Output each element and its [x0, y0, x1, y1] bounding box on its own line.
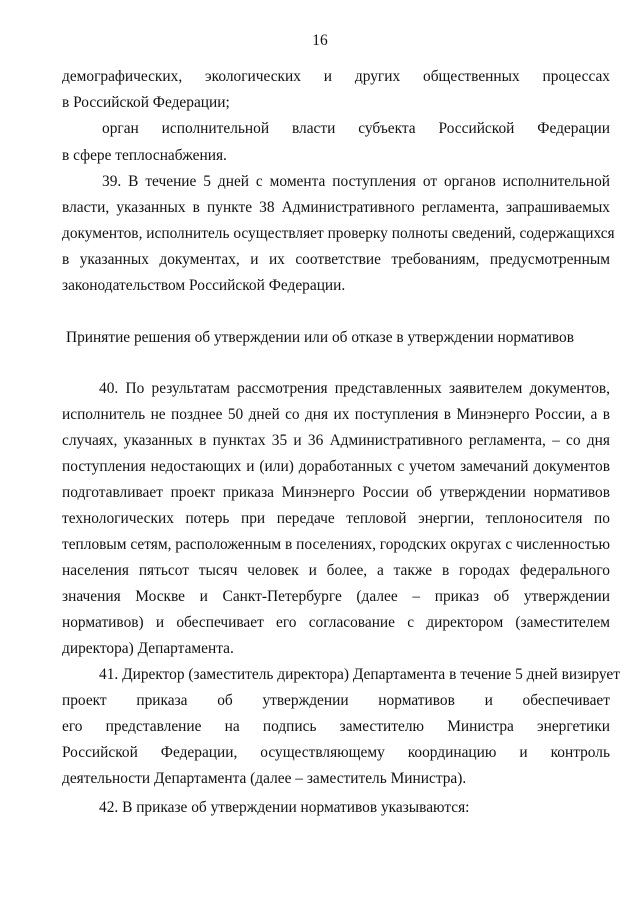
text-line: случаях, указанных в пунктах 35 и 36 Административного регламента, – со дня — [62, 432, 610, 449]
page-number: 16 — [312, 32, 328, 49]
text-line: в Российской Федерации; — [62, 94, 230, 111]
text-line: демографических, экологических и других общественных процессах — [62, 68, 610, 85]
text-line: власти, указанных в пункте 38 Административного регламента, запрашиваемых — [62, 199, 610, 216]
text-line: деятельности Департамента (далее – заместитель Министра). — [62, 770, 467, 787]
text-line: в сфере теплоснабжения. — [62, 147, 227, 164]
paragraph-40-start: 40. По результатам рассмотрения представленных заявителем документов, — [99, 380, 610, 397]
paragraph-39-start: 39. В течение 5 дней с момента поступления от органов исполнительной — [102, 173, 610, 190]
text-line: документов, исполнитель осуществляет проверку полноты сведений, содержащихся — [62, 225, 615, 242]
paragraph-42-start: 42. В приказе об утверждении нормативов указываются: — [99, 799, 470, 816]
paragraph-41-start: 41. Директор (заместитель директора) Департамента в течение 5 дней визирует — [99, 666, 620, 683]
text-line: нормативов) и обеспечивает его согласование с директором (заместителем — [62, 614, 610, 631]
text-line: орган исполнительной власти субъекта Российской Федерации — [102, 120, 610, 137]
text-line: Российской Федерации, осуществляющему координацию и контроль — [62, 744, 610, 761]
text-line: его представление на подпись заместителю Министра энергетики — [62, 718, 610, 735]
text-line: в указанных документах, и их соответствие требованиям, предусмотренным — [62, 251, 610, 268]
text-line: исполнитель не позднее 50 дней со дня их поступления в Минэнерго России, а в — [62, 406, 610, 423]
section-heading: Принятие решения об утверждении или об отказе в утверждении нормативов — [65, 329, 575, 346]
text-line: населения пятьсот тысяч человек и более, а также в городах федерального — [62, 562, 610, 579]
text-line: проект приказа об утверждении нормативов и обеспечивает — [62, 692, 610, 709]
text-line: тепловым сетям, расположенным в поселениях, городских округах с численностью — [62, 536, 610, 553]
text-line: подготавливает проект приказа Минэнерго России об утверждении нормативов — [62, 484, 610, 501]
text-line: поступления недостающих и (или) доработанных с учетом замечаний документов — [62, 458, 610, 475]
text-line: законодательством Российской Федерации. — [62, 277, 346, 294]
text-line: технологических потерь при передаче тепловой энергии, теплоносителя по — [62, 510, 610, 527]
text-line: значения Москве и Санкт-Петербурге (далее – приказ об утверждении — [62, 588, 610, 605]
text-line: директора) Департамента. — [62, 640, 234, 657]
